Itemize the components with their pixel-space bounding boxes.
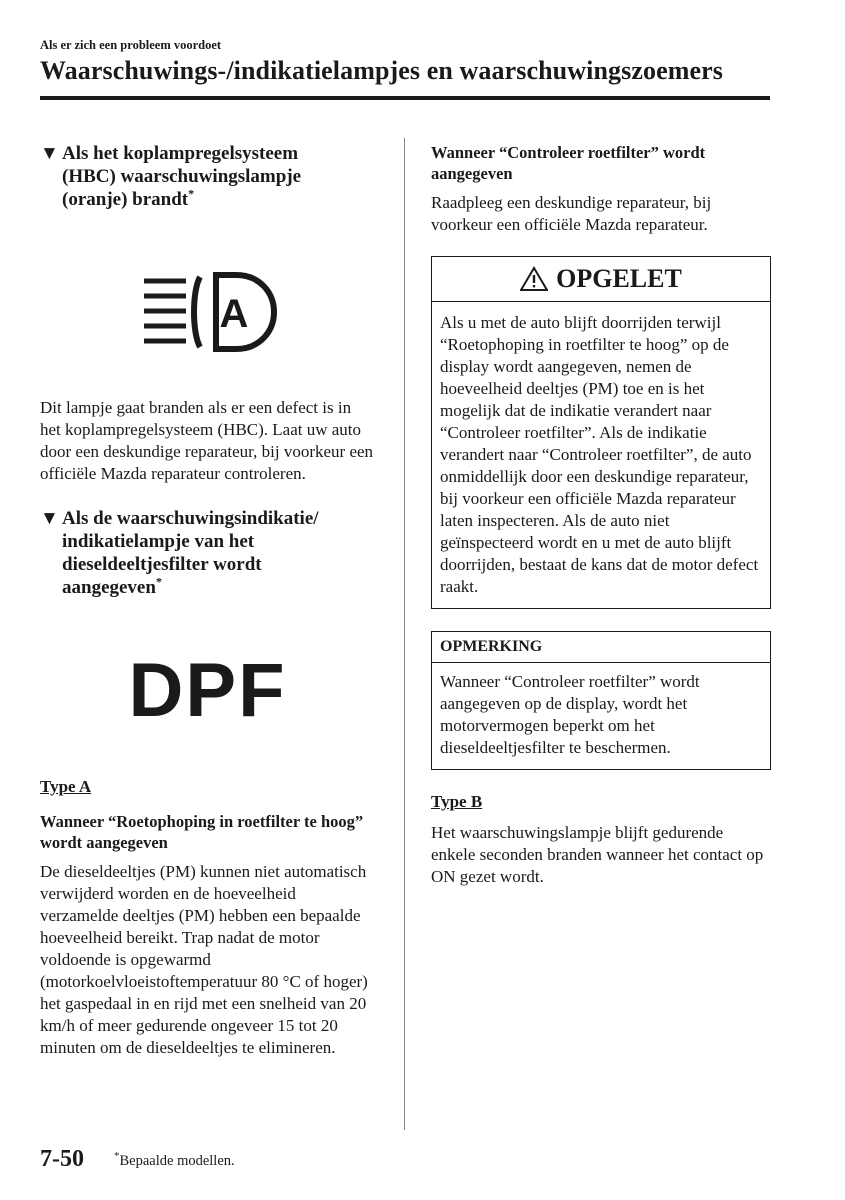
hbc-body: Dit lampje gaat branden als er een defect is in het koplampregelsysteem (HBC). Laat uw auto door een deskundige reparateur, bij voorkeur een officiële Mazda reparateur controleren. [40, 398, 374, 483]
page-title: Waarschuwings-/indikatielampjes en waarschuwingszoemers [40, 56, 723, 85]
hbc-heading-line-2: (HBC) waarschuwingslampje [62, 166, 302, 187]
right-column [431, 142, 771, 888]
footnote [114, 1150, 235, 1170]
left-column [40, 142, 375, 1059]
footnote-mark: * [114, 1150, 120, 1162]
check-filter-subhead: Wanneer “Controleer roetfilter” wordt aangegeven [431, 143, 706, 183]
footnote-mark: * [188, 186, 195, 201]
triangle-bullet-icon: ▼ [40, 143, 59, 164]
dpf-heading-line-2: indikatielampje van het [62, 531, 255, 552]
headlight-A-icon [138, 271, 278, 353]
dpf-heading-line-3: dieseldeeltjesfilter wordt [62, 554, 262, 575]
warning-triangle-icon [520, 266, 548, 292]
column-divider [404, 138, 405, 1130]
hbc-heading-line-1: Als het koplampregelsysteem [62, 143, 299, 164]
footnote-text: Bepaalde modellen. [119, 1152, 235, 1169]
hbc-heading-line-3: (oranje) brandt [62, 189, 189, 210]
page-number: 7-50 [40, 1146, 84, 1172]
dpf-heading-line-1: Als de waarschuwingsindikatie/ [62, 508, 319, 529]
dpf-heading-line-4: aangegeven [62, 577, 156, 598]
section-label: Als er zich een probleem voordoet [40, 38, 222, 52]
caution-header [432, 257, 770, 302]
type-a-subhead: Wanneer “Roetophoping in roetfilter te hoog” wordt aangegeven [40, 812, 364, 852]
hbc-heading [40, 142, 375, 211]
triangle-bullet-icon: ▼ [40, 508, 59, 529]
headlight-icon-letter: A [219, 292, 248, 336]
note-box [431, 631, 771, 770]
caution-box [431, 256, 771, 609]
type-a-body: De dieseldeeltjes (PM) kunnen niet automatisch verwijderd worden en de hoeveelheid verzamelde deeltjes (PM) hebben een bepaalde hoeveelheid bereikt. Trap nadat de motor voldoende is opgewarmd (motorkoelvloeistoftemperatuur 80 °C of hoger) het gaspedaal in en rijd met een snelheid van 20 km/h of meer gedurende ongeveer 15 tot 20 minuten om de dieseldeeltjes te elimineren. [40, 862, 368, 1057]
note-title: OPMERKING [432, 632, 770, 663]
note-body: Wanneer “Controleer roetfilter” wordt aangegeven op de display, wordt het motorvermogen beperkt om het dieseldeeltjesfilter te beschermen. [440, 672, 700, 757]
type-b-label: Type B [431, 792, 483, 811]
title-rule [40, 96, 770, 100]
type-b-body: Het waarschuwingslampje blijft gedurende enkele seconden branden wanneer het contact op ON gezet wordt. [431, 823, 764, 886]
caution-title: OPGELET [556, 264, 682, 293]
footnote-mark: * [155, 574, 162, 589]
check-filter-body: Raadpleeg een deskundige reparateur, bij voorkeur een officiële Mazda reparateur. [431, 193, 712, 234]
type-a-label: Type A [40, 777, 92, 796]
caution-body: Als u met de auto blijft doorrijden terwijl “Roetophoping in roetfilter te hoog” op de display wordt aangegeven, nemen de hoeveelheid deeltjes (PM) toe en is het mogelijk dat de indikatie verandert naar “Controleer roetfilter”. Als de indikatie verandert naar “Controleer roetfilter”, de auto onmiddellijk door een deskundige reparateur, bij voorkeur een officiële Mazda reparateur laten inspecteren. Als de auto niet geïnspecteerd wordt en u met de auto blijft doorrijden, bestaat de kans dat de motor defect raakt. [440, 313, 759, 596]
dpf-heading [40, 507, 375, 599]
dpf-indicator-icon: DPF [128, 648, 287, 733]
